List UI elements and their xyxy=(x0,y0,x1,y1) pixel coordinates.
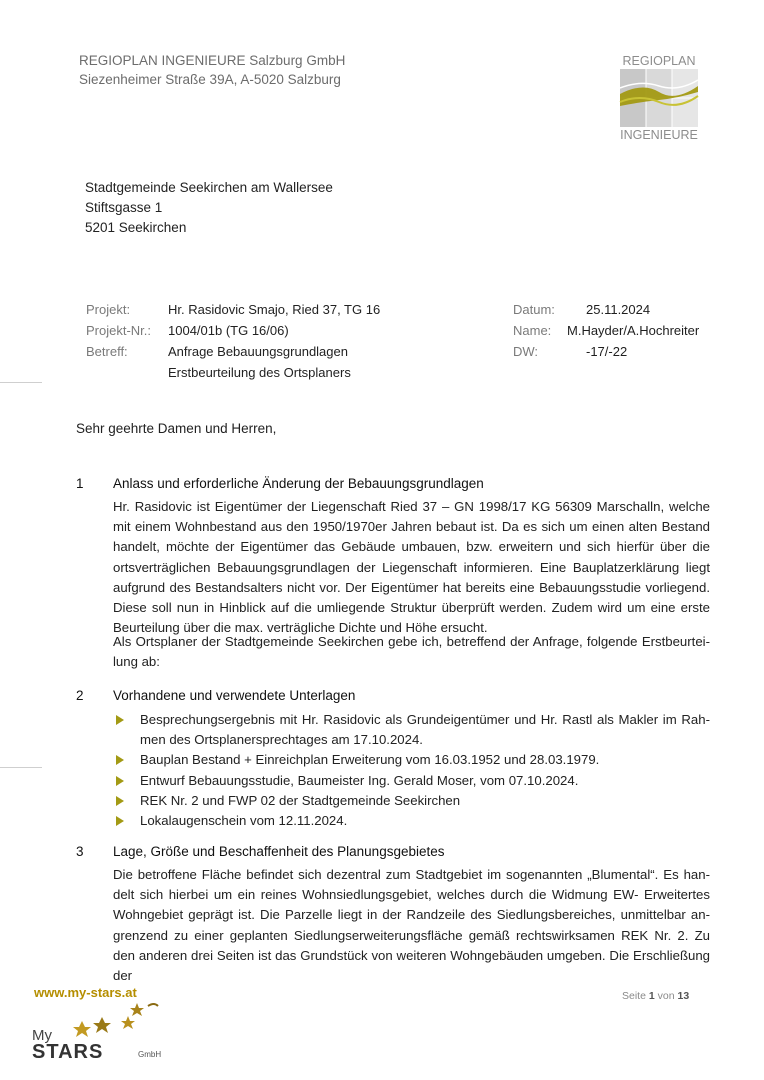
section-2-title: Vorhandene und verwendete Unterlagen xyxy=(113,688,356,703)
mystars-url: www.my-stars.at xyxy=(34,985,137,1000)
list-item: REK Nr. 2 und FWP 02 der Stadtgemeinde Seekirchen xyxy=(113,791,710,811)
list-item: Lokalaugenschein vom 12.11.2024. xyxy=(113,811,710,831)
name-label: Name: xyxy=(513,323,552,338)
datum-label: Datum: xyxy=(513,302,555,317)
betreff-value-2: Erstbeurteilung des Ortsplaners xyxy=(168,365,351,380)
meta-right-labels xyxy=(513,299,555,362)
section-2-number: 2 xyxy=(76,688,84,703)
list-item: Bauplan Bestand + Einreichplan Erweiterung vom 16.03.1952 und 28.03.1979. xyxy=(113,750,710,770)
meta-left-labels xyxy=(86,299,151,362)
bullet-triangle-icon xyxy=(116,715,124,725)
mystars-logo-graphic xyxy=(30,1000,180,1064)
mystars-logo xyxy=(30,1000,180,1064)
name-value: M.Hayder/A.Hochreiter xyxy=(567,323,700,338)
recipient-line1: Stadtgemeinde Seekirchen am Wallersee xyxy=(85,180,333,195)
mystars-stars: STARS xyxy=(32,1041,104,1063)
betreff-value-1: Anfrage Bebauungsgrundlagen xyxy=(168,344,348,359)
section-1-body: Hr. Rasidovic ist Eigentümer der Liegenschaft Ried 37 – GN 1998/17 KG 56309 Marschalln, welche mit einem Wohnbestand aus den 1950/1970er Jahren bebaut ist. Da es sich um einen alten Bestand handelt, möchte der Eigentümer das Gebäude umbauen, bzw. erweitern und sich hierfür über die ortsverträglichen Bebauungsgrundlagen der Liegenschaft informieren. Eine Bauplatzerklärung liegt aufgrund des Bestandsalters nicht vor. Der Eigentümer hat bereits eine Bebauungsstudie vorliegend. Diese soll nun in Hinblick auf die umliegende Struktur überprüft werden. Zudem wird um eine erste Beurteilung über die max. verträgliche Dichte und Höhe ersucht. xyxy=(113,499,710,636)
fold-mark-top xyxy=(0,382,42,383)
company-name: REGIOPLAN INGENIEURE Salzburg GmbH xyxy=(79,53,346,68)
betreff-label: Betreff: xyxy=(86,344,128,359)
projektnr-value: 1004/01b (TG 16/06) xyxy=(168,323,289,338)
company-address: Siezenheimer Straße 39A, A-5020 Salzburg xyxy=(79,72,341,87)
projekt-label: Projekt: xyxy=(86,302,131,317)
logo-bottom-text: INGENIEURE xyxy=(620,128,698,142)
bullet-triangle-icon xyxy=(116,796,124,806)
section-1-title: Anlass und erforderliche Änderung der Bebauungsgrundlagen xyxy=(113,476,484,491)
section-1-body-2: Als Ortsplaner der Stadtgemeinde Seekirchen gebe ich, betreffend der Anfrage, folgende Erstbeurteilung ab: xyxy=(113,634,710,670)
projektnr-label: Projekt-Nr.: xyxy=(86,323,152,338)
recipient-line3: 5201 Seekirchen xyxy=(85,220,187,235)
bullet-triangle-icon xyxy=(116,776,124,786)
list-item: Entwurf Bebauungsstudie, Baumeister Ing. Gerald Moser, vom 07.10.2024. xyxy=(113,771,710,791)
section-3-number: 3 xyxy=(76,844,84,859)
mystars-gmbh: GmbH xyxy=(138,1050,162,1059)
salutation: Sehr geehrte Damen und Herren, xyxy=(76,421,277,436)
letterhead-company xyxy=(79,51,345,89)
section-3-body: Die betroffene Fläche befindet sich dezentral zum Stadtgebiet im sogenannten „Blumental“. Es handelt sich hierbei um ein reines Wohnsiedlungsgebiet, welches durch die Widmung EW- Erweitertes Wohngebiet geprägt ist. Die Parzelle liegt in der Randzeile des Siedlungsbereiches, unmittelbar angrenzend zu einer geplanten Siedlungserweiterungsfläche gemäß rechtswirksamen REK Nr. 2. Zu den anderen drei Seiten ist das Grundstück von weiteren Wohngebäuden umgeben. Die Erschließung der xyxy=(113,867,710,984)
section-3-title: Lage, Größe und Beschaffenheit des Planungsgebietes xyxy=(113,844,445,859)
meta-left-values xyxy=(168,299,380,383)
bullet-triangle-icon xyxy=(116,755,124,765)
mystars-my: My xyxy=(32,1027,52,1044)
page-total: 13 xyxy=(677,990,690,1002)
recipient-address xyxy=(85,178,333,238)
page-current: 1 xyxy=(648,990,655,1002)
list-item: Besprechungsergebnis mit Hr. Rasidovic als Grundeigentümer und Hr. Rastl als Makler im Rahmen des Ortsplanersprechtages am 17.10.2024. xyxy=(113,710,710,750)
regioplan-logo xyxy=(618,52,700,142)
dw-label: DW: xyxy=(513,344,539,359)
dw-value: -17/-22 xyxy=(586,344,628,359)
regioplan-logo-graphic xyxy=(618,52,700,142)
fold-mark-bottom xyxy=(0,767,42,768)
page-number: Seite 1 von 13 xyxy=(622,990,690,1002)
section-1-number: 1 xyxy=(76,476,84,491)
datum-value: 25.11.2024 xyxy=(586,302,651,317)
bullet-triangle-icon xyxy=(116,816,124,826)
recipient-line2: Stiftsgasse 1 xyxy=(85,200,163,215)
documents-list xyxy=(113,710,710,831)
projekt-value: Hr. Rasidovic Smajo, Ried 37, TG 16 xyxy=(168,302,381,317)
logo-top-text: REGIOPLAN xyxy=(622,54,696,68)
